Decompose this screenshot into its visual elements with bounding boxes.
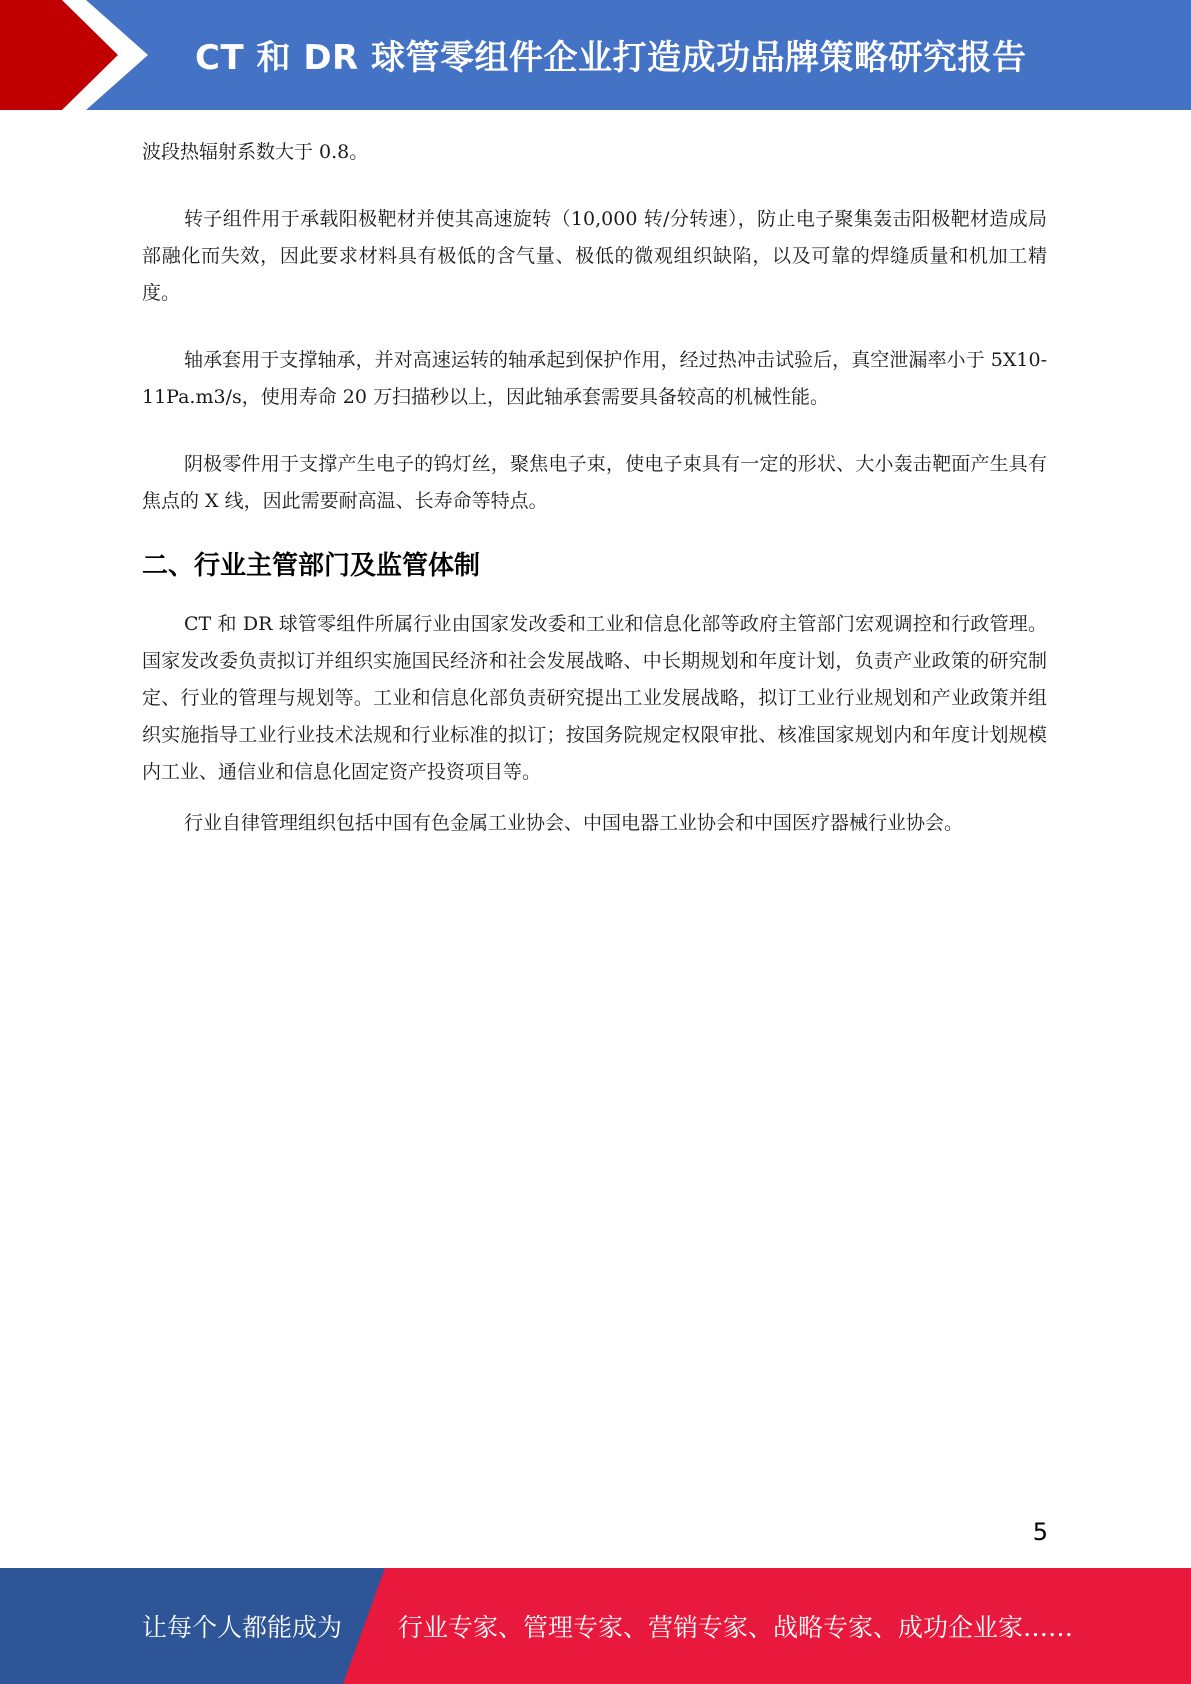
- footer-slogan-left: 让每个人都能成为: [142, 1613, 343, 1642]
- footer-slogan-right: 行业专家、管理专家、营销专家、战略专家、成功企业家……: [398, 1613, 1074, 1642]
- paragraph: CT 和 DR 球管零组件所属行业由国家发改委和工业和信息化部等政府主管部门宏观调控和行政管理。国家发改委负责拟订并组织实施国民经济和社会发展战略、中长期规划和年度计划，负责产业政策的研究制定、行业的管理与规划等。工业和信息化部负责研究提出工业发展战略，拟订工业行业规划和产业政策并组织实施指导工业行业技术法规和行业标准的拟订；按国务院规定权限审批、核准国家规划内和年度计划规模内工业、通信业和信息化固定资产投资项目等。: [142, 613, 1047, 783]
- paragraph: 阴极零件用于支撑产生电子的钨灯丝，聚焦电子束，使电子束具有一定的形状、大小轰击靶面产生具有焦点的 X 线，因此需要耐高温、长寿命等特点。: [142, 453, 1047, 512]
- header-chevron-decoration: [0, 0, 160, 110]
- page-header: [0, 0, 1191, 110]
- paragraph: 行业自律管理组织包括中国有色金属工业协会、中国电器工业协会和中国医疗器械行业协会。: [184, 812, 964, 834]
- page-number: 5: [1032, 1518, 1048, 1546]
- document-body: [142, 134, 1047, 842]
- paragraph: 转子组件用于承载阳极靶材并使其高速旋转（10,000 转/分转速），防止电子聚集轰击阳极靶材造成局部融化而失效，因此要求材料具有极低的含气量、极低的微观组织缺陷，以及可靠的焊缝质量和机加工精度。: [142, 208, 1047, 304]
- page-footer: [0, 1568, 1191, 1684]
- header-title: CT 和 DR 球管零组件企业打造成功品牌策略研究报告: [195, 38, 1027, 78]
- section-heading: 二、行业主管部门及监管体制: [142, 551, 481, 581]
- paragraph: 轴承套用于支撑轴承，并对高速运转的轴承起到保护作用，经过热冲击试验后，真空泄漏率小于 5X10-11Pa.m3/s，使用寿命 20 万扫描秒以上，因此轴承套需要具备较高的机械性能。: [142, 349, 1047, 408]
- paragraph: 波段热辐射系数大于 0.8。: [142, 141, 369, 163]
